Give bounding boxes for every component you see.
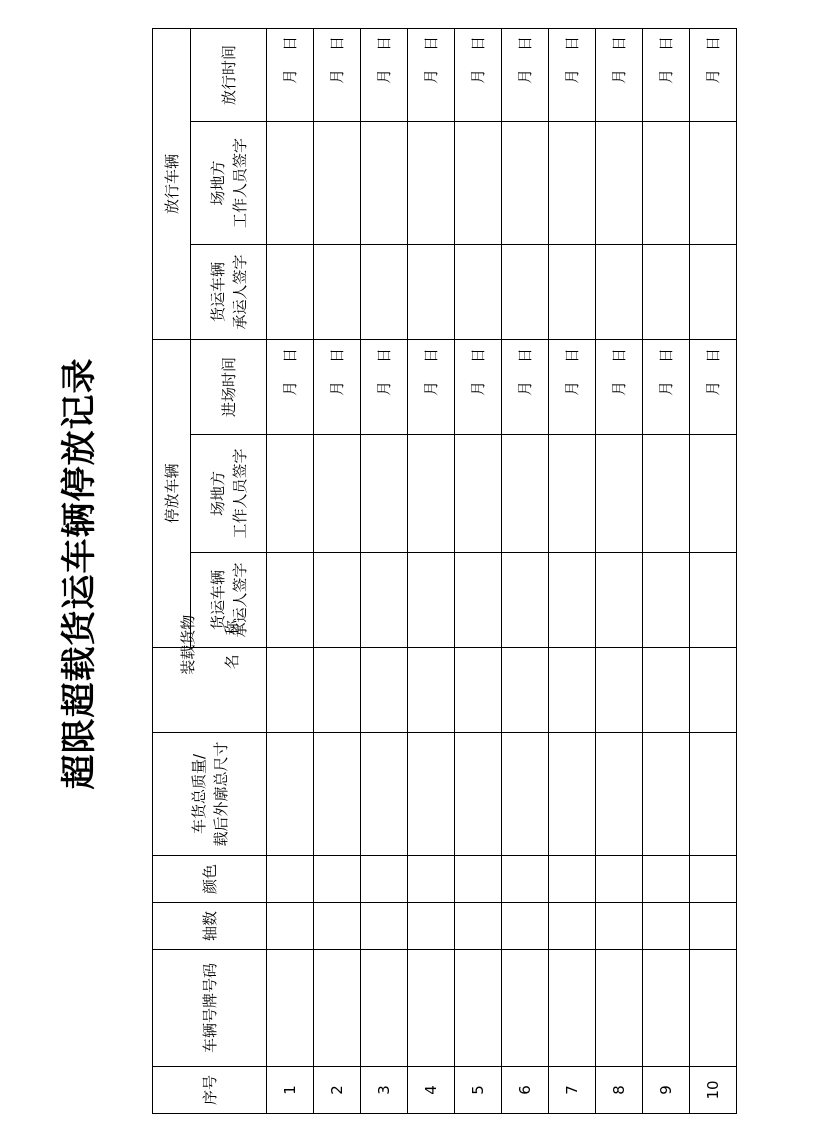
day-label: 日 xyxy=(563,347,581,363)
header-cargo-line1: 装载货物 xyxy=(178,614,197,675)
row-plate[interactable] xyxy=(502,950,549,1067)
month-label: 月 xyxy=(563,380,581,396)
row-parked-site-sign[interactable] xyxy=(596,435,643,553)
header-color: 颜色 xyxy=(153,856,267,903)
row-weight[interactable] xyxy=(267,733,314,856)
row-axles[interactable] xyxy=(502,903,549,950)
day-label: 日 xyxy=(610,347,628,363)
row-parked-carrier-sign[interactable] xyxy=(314,553,361,648)
header-released-site xyxy=(191,121,267,244)
month-label: 月 xyxy=(563,68,581,84)
row-cargo[interactable] xyxy=(267,648,314,733)
day-label: 日 xyxy=(469,347,487,363)
row-parked-site-sign[interactable] xyxy=(690,435,737,553)
header-site-line1: 场地方 xyxy=(208,471,227,517)
month-label: 月 xyxy=(516,380,534,396)
row-entry-time[interactable] xyxy=(314,339,361,434)
day-label: 日 xyxy=(422,35,440,51)
day-label: 日 xyxy=(281,347,299,363)
row-weight[interactable] xyxy=(408,733,455,856)
day-label: 日 xyxy=(375,35,393,51)
header-released-group: 放行车辆 xyxy=(153,28,191,339)
row-weight[interactable] xyxy=(361,733,408,856)
row-color[interactable] xyxy=(361,856,408,903)
row-released-carrier-sign[interactable] xyxy=(596,244,643,339)
row-released-site-sign[interactable] xyxy=(596,121,643,244)
table-row xyxy=(455,28,502,1113)
row-color[interactable] xyxy=(455,856,502,903)
month-label: 月 xyxy=(516,68,534,84)
table-row xyxy=(267,28,314,1113)
row-color[interactable] xyxy=(596,856,643,903)
table-row xyxy=(502,28,549,1113)
row-cargo[interactable] xyxy=(502,648,549,733)
row-released-carrier-sign[interactable] xyxy=(408,244,455,339)
row-release-time[interactable] xyxy=(643,28,690,121)
month-label: 月 xyxy=(704,68,722,84)
table-row xyxy=(361,28,408,1113)
row-released-carrier-sign[interactable] xyxy=(361,244,408,339)
month-label: 月 xyxy=(281,380,299,396)
header-seq: 序号 xyxy=(153,1067,267,1114)
row-plate[interactable] xyxy=(596,950,643,1067)
header-cargo xyxy=(153,614,267,733)
month-label: 月 xyxy=(375,380,393,396)
header-weight-line2: 载后外廓总尺寸 xyxy=(211,741,230,847)
day-label: 日 xyxy=(657,347,675,363)
row-entry-time[interactable] xyxy=(455,339,502,434)
month-label: 月 xyxy=(375,68,393,84)
row-parked-carrier-sign[interactable] xyxy=(596,553,643,648)
row-released-carrier-sign[interactable] xyxy=(690,244,737,339)
header-carrier-line1: 货运车辆 xyxy=(208,261,227,322)
header-axles: 轴数 xyxy=(153,903,267,950)
row-released-site-sign[interactable] xyxy=(549,121,596,244)
day-label: 日 xyxy=(704,347,722,363)
row-axles[interactable] xyxy=(314,903,361,950)
row-seq: 2 xyxy=(314,1067,361,1114)
month-label: 月 xyxy=(704,380,722,396)
row-weight[interactable] xyxy=(455,733,502,856)
day-label: 日 xyxy=(328,347,346,363)
header-weight-line1: 车货总质量/ xyxy=(189,753,208,835)
table-row xyxy=(314,28,361,1113)
row-release-time[interactable] xyxy=(408,28,455,121)
row-weight[interactable] xyxy=(549,733,596,856)
row-parked-carrier-sign[interactable] xyxy=(455,553,502,648)
month-label: 月 xyxy=(610,68,628,84)
row-parked-site-sign[interactable] xyxy=(408,435,455,553)
row-plate[interactable] xyxy=(408,950,455,1067)
row-plate[interactable] xyxy=(314,950,361,1067)
row-entry-time[interactable] xyxy=(549,339,596,434)
header-parked-site xyxy=(191,435,267,553)
row-seq: 7 xyxy=(549,1067,596,1114)
row-entry-time[interactable] xyxy=(267,339,314,434)
row-plate[interactable] xyxy=(549,950,596,1067)
day-label: 日 xyxy=(375,347,393,363)
row-axles[interactable] xyxy=(549,903,596,950)
row-color[interactable] xyxy=(267,856,314,903)
header-entry-time: 进场时间 xyxy=(191,339,267,434)
row-plate[interactable] xyxy=(361,950,408,1067)
row-parked-site-sign[interactable] xyxy=(314,435,361,553)
row-parked-site-sign[interactable] xyxy=(643,435,690,553)
table-row xyxy=(408,28,455,1113)
row-released-site-sign[interactable] xyxy=(690,121,737,244)
month-label: 月 xyxy=(422,380,440,396)
row-parked-carrier-sign[interactable] xyxy=(361,553,408,648)
row-cargo[interactable] xyxy=(643,648,690,733)
row-entry-time[interactable] xyxy=(690,339,737,434)
header-release-time: 放行时间 xyxy=(191,28,267,121)
row-weight[interactable] xyxy=(596,733,643,856)
row-released-site-sign[interactable] xyxy=(314,121,361,244)
header-parked-group: 停放车辆 xyxy=(153,339,191,647)
day-label: 日 xyxy=(610,35,628,51)
row-released-carrier-sign[interactable] xyxy=(549,244,596,339)
header-site-line2: 工作人员签字 xyxy=(230,448,249,539)
row-axles[interactable] xyxy=(643,903,690,950)
day-label: 日 xyxy=(469,35,487,51)
row-release-time[interactable] xyxy=(596,28,643,121)
row-entry-time[interactable] xyxy=(502,339,549,434)
row-parked-site-sign[interactable] xyxy=(267,435,314,553)
month-label: 月 xyxy=(610,380,628,396)
header-site-line2: 工作人员签字 xyxy=(230,137,249,228)
row-plate[interactable] xyxy=(267,950,314,1067)
row-seq: 10 xyxy=(690,1067,737,1114)
header-site-line1: 场地方 xyxy=(208,160,227,206)
row-axles[interactable] xyxy=(455,903,502,950)
row-weight[interactable] xyxy=(314,733,361,856)
row-cargo[interactable] xyxy=(549,648,596,733)
row-released-site-sign[interactable] xyxy=(502,121,549,244)
parking-record-table xyxy=(152,28,737,1114)
day-label: 日 xyxy=(422,347,440,363)
row-cargo[interactable] xyxy=(690,648,737,733)
row-released-carrier-sign[interactable] xyxy=(502,244,549,339)
row-cargo[interactable] xyxy=(314,648,361,733)
row-release-time[interactable] xyxy=(549,28,596,121)
row-released-site-sign[interactable] xyxy=(361,121,408,244)
row-seq: 8 xyxy=(596,1067,643,1114)
row-parked-carrier-sign[interactable] xyxy=(408,553,455,648)
row-plate[interactable] xyxy=(455,950,502,1067)
row-weight[interactable] xyxy=(643,733,690,856)
header-plate: 车辆号牌号码 xyxy=(153,950,267,1067)
month-label: 月 xyxy=(328,380,346,396)
row-parked-carrier-sign[interactable] xyxy=(643,553,690,648)
table-row xyxy=(690,28,737,1113)
row-parked-carrier-sign[interactable] xyxy=(502,553,549,648)
day-label: 日 xyxy=(516,347,534,363)
row-weight[interactable] xyxy=(690,733,737,856)
row-seq: 9 xyxy=(643,1067,690,1114)
day-label: 日 xyxy=(657,35,675,51)
row-axles[interactable] xyxy=(408,903,455,950)
row-release-time[interactable] xyxy=(361,28,408,121)
day-label: 日 xyxy=(516,35,534,51)
row-axles[interactable] xyxy=(596,903,643,950)
row-release-time[interactable] xyxy=(455,28,502,121)
header-weight xyxy=(153,733,267,856)
row-released-carrier-sign[interactable] xyxy=(314,244,361,339)
row-cargo[interactable] xyxy=(596,648,643,733)
table-row xyxy=(643,28,690,1113)
row-color[interactable] xyxy=(643,856,690,903)
header-carrier-line1: 货运车辆 xyxy=(208,570,227,631)
month-label: 月 xyxy=(657,380,675,396)
row-cargo[interactable] xyxy=(361,648,408,733)
row-entry-time[interactable] xyxy=(361,339,408,434)
row-seq: 5 xyxy=(455,1067,502,1114)
month-label: 月 xyxy=(469,68,487,84)
row-parked-site-sign[interactable] xyxy=(502,435,549,553)
row-axles[interactable] xyxy=(690,903,737,950)
header-carrier-line2: 承运人签字 xyxy=(230,562,249,638)
header-released-carrier xyxy=(191,244,267,339)
table-row xyxy=(549,28,596,1113)
row-seq: 6 xyxy=(502,1067,549,1114)
row-color[interactable] xyxy=(314,856,361,903)
header-row-1 xyxy=(153,28,191,1113)
row-entry-time[interactable] xyxy=(643,339,690,434)
row-released-site-sign[interactable] xyxy=(408,121,455,244)
row-released-site-sign[interactable] xyxy=(455,121,502,244)
row-color[interactable] xyxy=(549,856,596,903)
table-body xyxy=(267,28,737,1113)
row-released-site-sign[interactable] xyxy=(643,121,690,244)
row-axles[interactable] xyxy=(267,903,314,950)
day-label: 日 xyxy=(328,35,346,51)
row-released-site-sign[interactable] xyxy=(267,121,314,244)
month-label: 月 xyxy=(469,380,487,396)
row-release-time[interactable] xyxy=(267,28,314,121)
row-parked-site-sign[interactable] xyxy=(549,435,596,553)
day-label: 日 xyxy=(281,35,299,51)
row-color[interactable] xyxy=(690,856,737,903)
row-parked-carrier-sign[interactable] xyxy=(690,553,737,648)
document-title: 超限超载货运车辆停放记录 xyxy=(59,357,100,790)
row-parked-carrier-sign[interactable] xyxy=(267,553,314,648)
row-color[interactable] xyxy=(502,856,549,903)
row-seq: 4 xyxy=(408,1067,455,1114)
row-color[interactable] xyxy=(408,856,455,903)
row-weight[interactable] xyxy=(502,733,549,856)
month-label: 月 xyxy=(328,68,346,84)
row-parked-carrier-sign[interactable] xyxy=(549,553,596,648)
row-parked-site-sign[interactable] xyxy=(361,435,408,553)
row-release-time[interactable] xyxy=(690,28,737,121)
row-cargo[interactable] xyxy=(408,648,455,733)
table-row xyxy=(596,28,643,1113)
row-seq: 3 xyxy=(361,1067,408,1114)
row-entry-time[interactable] xyxy=(596,339,643,434)
row-released-carrier-sign[interactable] xyxy=(643,244,690,339)
row-released-carrier-sign[interactable] xyxy=(267,244,314,339)
day-label: 日 xyxy=(563,35,581,51)
header-carrier-line2: 承运人签字 xyxy=(230,254,249,330)
row-axles[interactable] xyxy=(361,903,408,950)
month-label: 月 xyxy=(422,68,440,84)
row-plate[interactable] xyxy=(643,950,690,1067)
month-label: 月 xyxy=(281,68,299,84)
header-cargo-line2: 名 称 xyxy=(222,620,241,670)
row-cargo[interactable] xyxy=(455,648,502,733)
row-release-time[interactable] xyxy=(314,28,361,121)
row-plate[interactable] xyxy=(690,950,737,1067)
row-released-carrier-sign[interactable] xyxy=(455,244,502,339)
month-label: 月 xyxy=(657,68,675,84)
row-parked-site-sign[interactable] xyxy=(455,435,502,553)
row-seq: 1 xyxy=(267,1067,314,1114)
row-release-time[interactable] xyxy=(502,28,549,121)
row-entry-time[interactable] xyxy=(408,339,455,434)
day-label: 日 xyxy=(704,35,722,51)
